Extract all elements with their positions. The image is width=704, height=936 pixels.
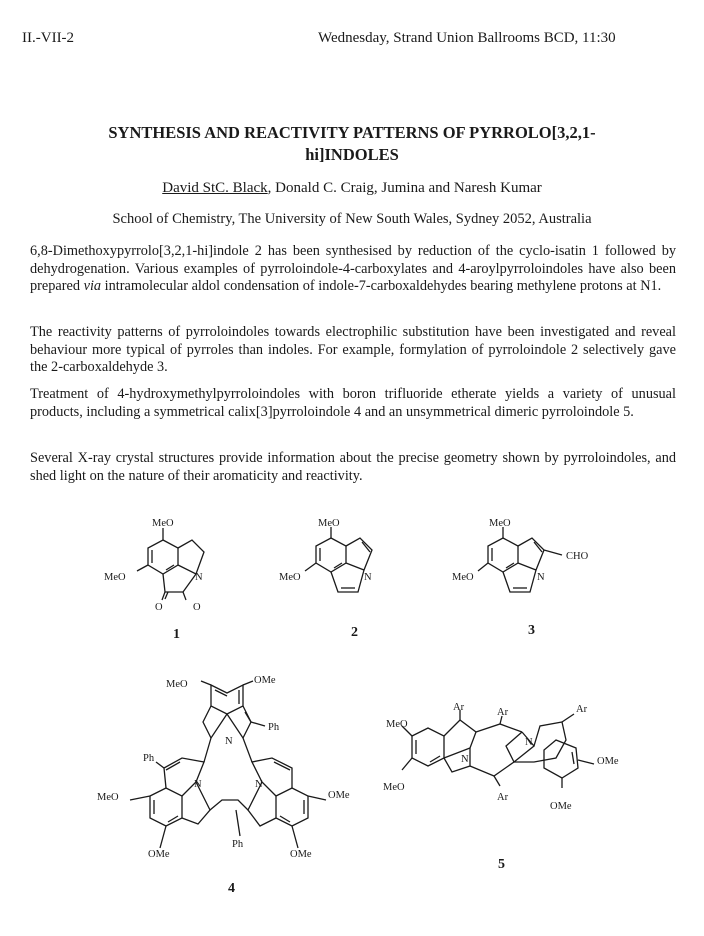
p1-via: via xyxy=(83,278,102,294)
s5-ar-4: Ar xyxy=(497,792,509,803)
structure-4 xyxy=(97,675,350,896)
s4-ome-bottom-right: OMe xyxy=(290,849,312,860)
paper-title xyxy=(30,122,674,166)
s5-meo-1: MeO xyxy=(386,719,408,730)
structure-1 xyxy=(104,518,204,642)
s5-ar-3: Ar xyxy=(576,704,588,715)
s2-nitrogen: N xyxy=(364,572,372,583)
s3-nitrogen: N xyxy=(537,572,545,583)
s4-ome-right: OMe xyxy=(328,790,350,801)
s4-ph-top: Ph xyxy=(268,722,280,733)
s2-number: 2 xyxy=(351,625,358,640)
abstract-paragraph-3: Treatment of 4-hydroxymethylpyrroloindoles with boron trifluoride etherate yields a variety of unusual products, including a symmetrical calix[3]pyrroloindole 4 and an unsymmetrical dimeric pyrroloindole 5. xyxy=(30,386,676,420)
s1-meo-top: MeO xyxy=(152,518,174,529)
s1-meo-left: MeO xyxy=(104,572,126,583)
affiliation: School of Chemistry, The University of New South Wales, Sydney 2052, Australia xyxy=(112,211,592,227)
presenting-author: David StC. Black xyxy=(162,180,268,196)
s4-n-top: N xyxy=(225,736,233,747)
s3-meo-top: MeO xyxy=(489,518,511,529)
s4-number: 4 xyxy=(228,881,235,896)
abstract-paragraph-2: The reactivity patterns of pyrroloindoles towards electrophilic substitution have been investigated and reveal behaviour more typical of pyrroles than indoles. For example, formylation of pyrroloindole 2 selectively gave the 2-carboxaldehyde 3. xyxy=(30,324,676,375)
s2-meo-left: MeO xyxy=(279,572,301,583)
s5-n-2: N xyxy=(525,737,533,748)
co-authors: , Donald C. Craig, Jumina and Naresh Kumar xyxy=(267,180,542,196)
structure-3 xyxy=(452,518,589,638)
s4-ph-bottom: Ph xyxy=(232,839,244,850)
s4-ome-bottom-left: OMe xyxy=(148,849,170,860)
structure-5 xyxy=(383,702,619,872)
chemical-structures xyxy=(0,500,704,936)
s5-ar-1: Ar xyxy=(453,702,465,713)
s4-ph-left: Ph xyxy=(143,753,155,764)
abstract-paragraph-1 xyxy=(30,243,676,296)
p1-text-b: intramolecular aldol condensation of indole-7-carboxaldehydes bearing methylene protons at N1. xyxy=(101,278,662,294)
s5-n-1: N xyxy=(461,754,469,765)
s4-meo-left: MeO xyxy=(97,792,119,803)
abstract-paragraph-4: Several X-ray crystal structures provide information about the precise geometry shown by pyrroloindoles, and shed light on the nature of their aromaticity and reactivity. xyxy=(30,450,676,484)
title-line-2: hi]INDOLES xyxy=(305,145,399,164)
s3-number: 3 xyxy=(528,623,535,638)
s4-meo-top: MeO xyxy=(166,679,188,690)
s5-ar-2: Ar xyxy=(497,707,509,718)
session-code: II.-VII-2 xyxy=(22,30,75,46)
s2-meo-top: MeO xyxy=(318,518,340,529)
session-info: Wednesday, Strand Union Ballrooms BCD, 11:30 xyxy=(318,30,616,46)
s5-ome-1: OMe xyxy=(597,756,619,767)
s1-number: 1 xyxy=(173,627,180,642)
s5-meo-2: MeO xyxy=(383,782,405,793)
s5-number: 5 xyxy=(498,857,505,872)
s3-cho: CHO xyxy=(566,551,589,562)
s5-ome-2: OMe xyxy=(550,801,572,812)
p1-text-a: 6,8-Dimethoxypyrrolo[3,2,1-hi]indole 2 has been synthesised by reduction of the cyclo-isatin 1 followed by dehydrogenation. Various examples of pyrroloindole-4-carboxylates and 4-aroylpyrroloindoles have also been prepared xyxy=(30,243,676,294)
s1-nitrogen: N xyxy=(195,572,203,583)
s4-n-right: N xyxy=(255,779,263,790)
title-line-1: SYNTHESIS AND REACTIVITY PATTERNS OF PYRROLO[3,2,1- xyxy=(108,123,596,142)
s1-oxygen-2: O xyxy=(193,602,201,613)
s4-n-left: N xyxy=(194,779,202,790)
s4-ome-top: OMe xyxy=(254,675,276,686)
structure-2 xyxy=(279,518,372,640)
s3-meo-left: MeO xyxy=(452,572,474,583)
author-list xyxy=(0,180,704,197)
s1-oxygen-1: O xyxy=(155,602,163,613)
